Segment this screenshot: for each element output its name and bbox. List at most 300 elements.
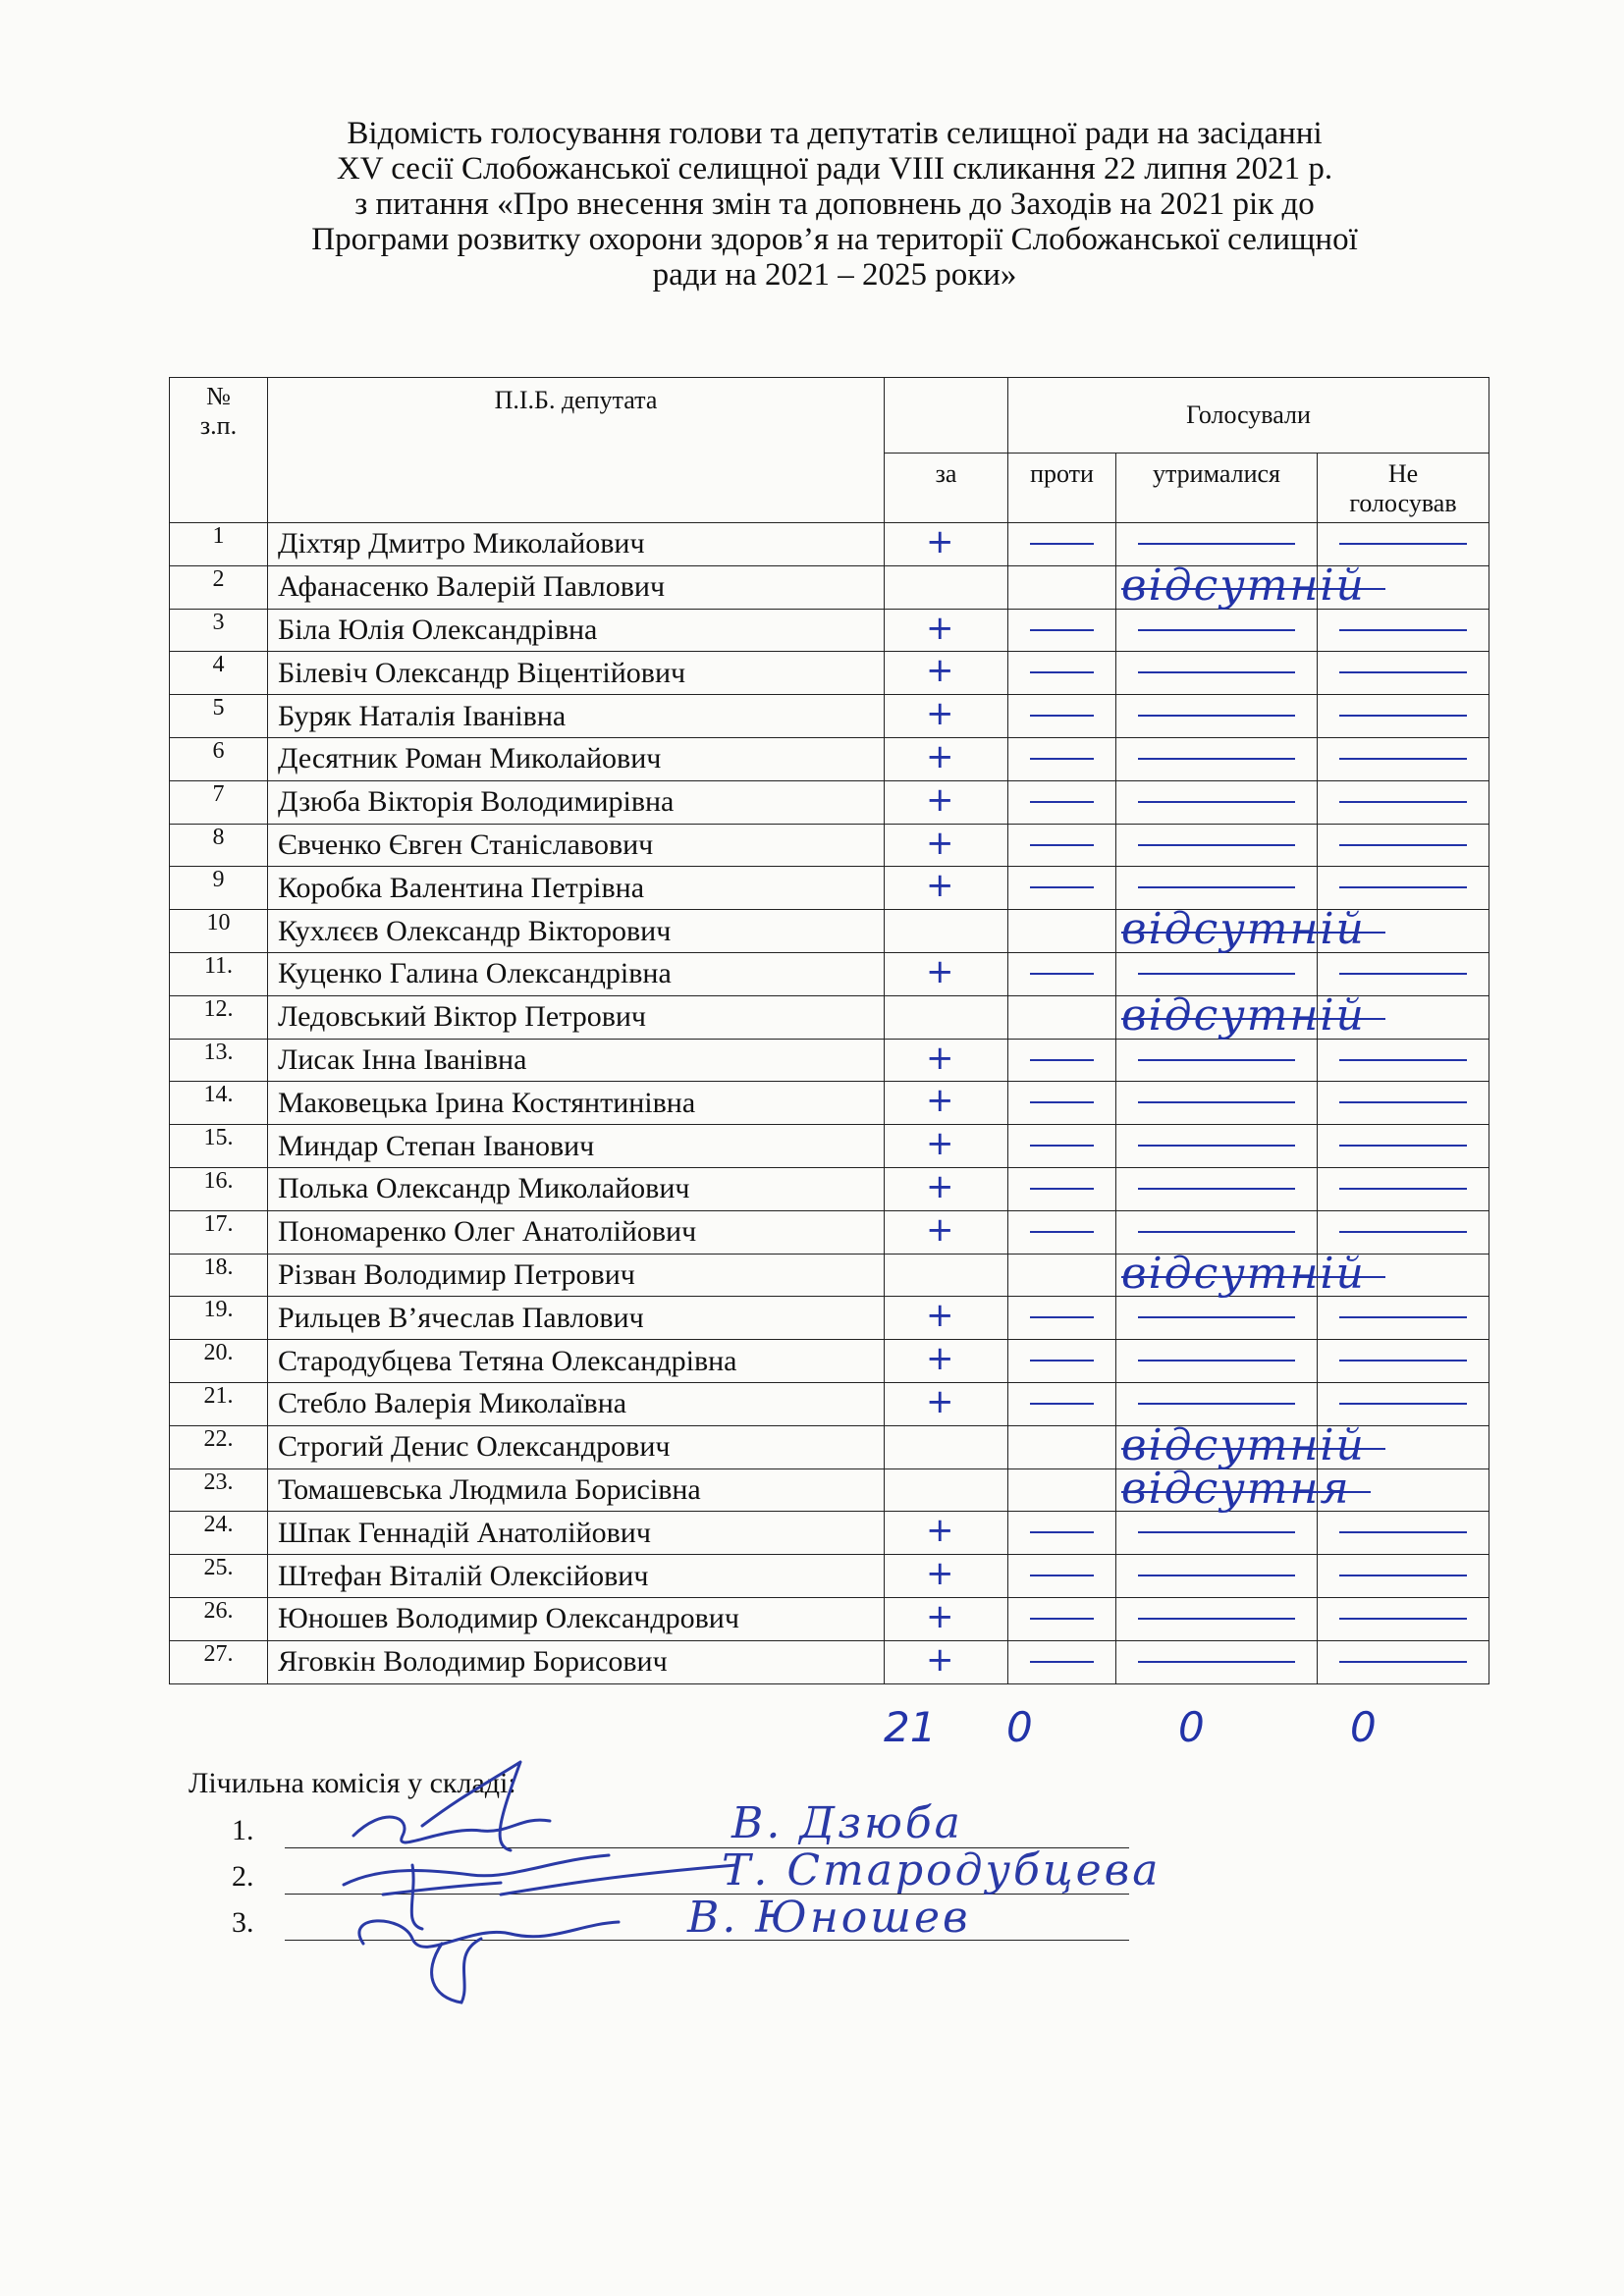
row-number: 13. (170, 1039, 268, 1082)
dash-mark (1339, 1231, 1467, 1233)
table-row (170, 1082, 1489, 1125)
plus-mark: + (926, 608, 954, 648)
plus-mark: + (926, 736, 954, 776)
table-row (170, 1039, 1489, 1082)
vote-against-cell (1008, 1167, 1116, 1210)
vote-not-voted-cell (1318, 609, 1489, 652)
vote-not-voted-cell (1318, 867, 1489, 910)
dash-mark (1138, 844, 1295, 846)
row-number: 22. (170, 1425, 268, 1468)
row-number: 12. (170, 995, 268, 1039)
dash-mark (1138, 671, 1295, 673)
total-against: 0 (1006, 1703, 1033, 1751)
plus-mark: + (926, 1038, 954, 1078)
dash-mark (1339, 629, 1467, 631)
dash-mark (1138, 801, 1295, 803)
deputy-name: Томашевська Людмила Борисівна (268, 1468, 885, 1512)
signature-name: В. Юношев (687, 1893, 971, 1943)
vote-against-cell (1008, 867, 1116, 910)
column-header-for: за (885, 454, 1008, 523)
vote-for-cell (885, 1254, 1008, 1297)
dash-mark (1138, 973, 1295, 975)
row-number: 25. (170, 1555, 268, 1598)
table-row (170, 867, 1489, 910)
table-row (170, 910, 1489, 953)
vote-for-cell (885, 824, 1008, 867)
plus-mark: + (926, 694, 954, 734)
plus-mark: + (926, 651, 954, 691)
deputy-name: Полька Олександр Миколайович (268, 1167, 885, 1210)
vote-not-voted-cell (1318, 1425, 1489, 1468)
total-abstain: 0 (1178, 1703, 1205, 1751)
vote-for-cell (885, 737, 1008, 780)
plus-mark: + (926, 823, 954, 863)
vote-abstain-cell (1116, 1125, 1318, 1168)
plus-mark: + (926, 1639, 954, 1680)
vote-against-cell (1008, 1640, 1116, 1683)
row-number: 26. (170, 1597, 268, 1640)
plus-mark: + (926, 866, 954, 906)
dash-mark (1138, 1531, 1295, 1533)
vote-for-cell (885, 1640, 1008, 1683)
dash-mark (1138, 1360, 1295, 1362)
dash-mark (1339, 1188, 1467, 1190)
deputy-name: Лисак Інна Іванівна (268, 1039, 885, 1082)
dash-mark (1030, 973, 1094, 975)
vote-abstain-cell (1116, 995, 1318, 1039)
deputy-name: Кухлєєв Олександр Вікторович (268, 910, 885, 953)
vote-against-cell (1008, 1297, 1116, 1340)
dash-mark (1138, 1101, 1295, 1103)
vote-for-cell (885, 1555, 1008, 1598)
deputy-name: Афанасенко Валерій Павлович (268, 565, 885, 609)
absent-note: відсутній (1121, 1419, 1366, 1470)
absent-note: відсутній (1121, 989, 1366, 1041)
deputy-name: Біла Юлія Олександрівна (268, 609, 885, 652)
plus-mark: + (926, 1124, 954, 1164)
table-row (170, 1125, 1489, 1168)
dash-mark (1030, 844, 1094, 846)
dash-mark (1339, 801, 1467, 803)
vote-abstain-cell (1116, 1340, 1318, 1383)
row-number: 1 (170, 523, 268, 566)
table-row (170, 1555, 1489, 1598)
commission-label: Лічильна комісія у складі: (189, 1767, 516, 1799)
dash-mark (1339, 715, 1467, 717)
vote-abstain-cell (1116, 1468, 1318, 1512)
dash-mark (1030, 1101, 1094, 1103)
absent-note: відсутній (1121, 560, 1366, 611)
vote-against-cell (1008, 523, 1116, 566)
dash-mark (1030, 629, 1094, 631)
table-body (170, 523, 1489, 1684)
vote-against-cell (1008, 1555, 1116, 1598)
vote-against-cell (1008, 1512, 1116, 1555)
vote-for-cell (885, 780, 1008, 824)
row-number: 19. (170, 1297, 268, 1340)
dash-mark (1030, 1188, 1094, 1190)
row-number: 17. (170, 1210, 268, 1254)
vote-not-voted-cell (1318, 1082, 1489, 1125)
vote-against-cell (1008, 560, 1366, 611)
dash-mark (1339, 886, 1467, 888)
row-number: 15. (170, 1125, 268, 1168)
dash-mark (1138, 886, 1295, 888)
vote-for-cell (885, 1597, 1008, 1640)
vote-for-cell (885, 695, 1008, 738)
dash-mark (1339, 1059, 1467, 1061)
vote-abstain-cell (1116, 1382, 1318, 1425)
row-number: 27. (170, 1640, 268, 1683)
vote-abstain-cell (1116, 1297, 1318, 1340)
vote-abstain-cell (1116, 523, 1318, 566)
vote-not-voted-cell (1318, 1210, 1489, 1254)
heading-line: ради на 2021 – 2025 роки» (652, 257, 1017, 293)
dash-mark (1339, 1360, 1467, 1362)
dash-mark (1339, 1575, 1467, 1576)
row-number: 10 (170, 910, 268, 953)
dash-mark (1339, 671, 1467, 673)
row-number: 9 (170, 867, 268, 910)
vote-abstain-cell (1116, 780, 1318, 824)
row-number: 5 (170, 695, 268, 738)
spacer-header (885, 378, 1008, 454)
vote-abstain-cell (1116, 695, 1318, 738)
vote-against-cell (1008, 1039, 1116, 1082)
dash-mark (1030, 715, 1094, 717)
table-row (170, 1425, 1489, 1468)
table-row (170, 652, 1489, 695)
vote-abstain-cell (1116, 1425, 1318, 1468)
dash-mark (1138, 1059, 1295, 1061)
deputy-name: Маковецька Ірина Костянтинівна (268, 1082, 885, 1125)
table-row (170, 995, 1489, 1039)
vote-for-cell (885, 952, 1008, 995)
row-number: 16. (170, 1167, 268, 1210)
voting-table (169, 377, 1489, 1684)
signature-name: Т. Стародубцева (722, 1845, 1162, 1896)
commission-member: 1. (232, 1814, 254, 1846)
column-header-number: № з.п. (170, 378, 268, 523)
deputy-name: Десятник Роман Миколайович (268, 737, 885, 780)
plus-mark: + (926, 1081, 954, 1121)
dash-mark (1030, 1316, 1094, 1318)
vote-not-voted-cell (1318, 824, 1489, 867)
vote-against-cell (1008, 737, 1116, 780)
vote-not-voted-cell (1318, 1167, 1489, 1210)
table-row (170, 1382, 1489, 1425)
vote-abstain-cell (1116, 565, 1318, 609)
vote-against-cell (1008, 1340, 1116, 1383)
deputy-name: Шпак Геннадій Анатолійович (268, 1512, 885, 1555)
vote-against-cell (1008, 824, 1116, 867)
table-row (170, 780, 1489, 824)
vote-not-voted-cell (1318, 737, 1489, 780)
vote-for-cell (885, 652, 1008, 695)
vote-for-cell (885, 1210, 1008, 1254)
dash-mark (1339, 758, 1467, 760)
column-header-name: П.І.Б. депутата (268, 378, 885, 523)
vote-abstain-cell (1116, 910, 1318, 953)
dash-mark (1339, 1403, 1467, 1405)
row-number: 14. (170, 1082, 268, 1125)
total-for: 21 (884, 1703, 937, 1751)
vote-against-cell (1008, 1597, 1116, 1640)
vote-not-voted-cell (1318, 1512, 1489, 1555)
dash-mark (1138, 1231, 1295, 1233)
dash-mark (1030, 758, 1094, 760)
vote-abstain-cell (1116, 1082, 1318, 1125)
commission-member: 3. (232, 1906, 254, 1939)
dash-mark (1138, 543, 1295, 545)
row-number: 11. (170, 952, 268, 995)
dash-mark (1030, 1145, 1094, 1147)
vote-against-cell (1008, 1125, 1116, 1168)
table-row (170, 1468, 1489, 1512)
vote-for-cell (885, 1082, 1008, 1125)
table-row (170, 1512, 1489, 1555)
plus-mark: + (926, 1339, 954, 1379)
vote-not-voted-cell (1318, 1555, 1489, 1598)
row-number: 2 (170, 565, 268, 609)
vote-not-voted-cell (1318, 910, 1489, 953)
row-number: 24. (170, 1512, 268, 1555)
vote-not-voted-cell (1318, 1340, 1489, 1383)
dash-mark (1030, 801, 1094, 803)
dash-mark (1339, 1101, 1467, 1103)
table-row (170, 1167, 1489, 1210)
vote-not-voted-cell (1318, 995, 1489, 1039)
heading-line: Програми розвитку охорони здоров’я на території Слобожанської селищної (311, 222, 1358, 257)
row-number: 7 (170, 780, 268, 824)
vote-abstain-cell (1116, 652, 1318, 695)
vote-for-cell (885, 867, 1008, 910)
row-number: 6 (170, 737, 268, 780)
plus-mark: + (926, 1554, 954, 1594)
dash-mark (1138, 1618, 1295, 1620)
vote-against-cell (1008, 1463, 1351, 1514)
plus-mark: + (926, 1296, 954, 1336)
deputy-name: Штефан Віталій Олексійович (268, 1555, 885, 1598)
vote-for-cell (885, 1468, 1008, 1512)
deputy-name: Ледовський Віктор Петрович (268, 995, 885, 1039)
table-row (170, 565, 1489, 609)
vote-not-voted-cell (1318, 1597, 1489, 1640)
table-row (170, 523, 1489, 566)
row-number: 3 (170, 609, 268, 652)
vote-against-cell (1008, 1082, 1116, 1125)
row-number: 18. (170, 1254, 268, 1297)
absent-note: відсутня (1121, 1463, 1351, 1514)
vote-not-voted-cell (1318, 952, 1489, 995)
vote-not-voted-cell (1318, 565, 1489, 609)
vote-not-voted-cell (1318, 1382, 1489, 1425)
vote-against-cell (1008, 695, 1116, 738)
plus-mark: + (926, 779, 954, 820)
heading-line: з питання «Про внесення змін та доповнень до Заходів на 2021 рік до (354, 187, 1315, 222)
plus-mark: + (926, 1209, 954, 1250)
deputy-name: Стародубцева Тетяна Олександрівна (268, 1340, 885, 1383)
row-number: 20. (170, 1340, 268, 1383)
vote-for-cell (885, 1512, 1008, 1555)
vote-abstain-cell (1116, 1210, 1318, 1254)
total-not-voted: 0 (1350, 1703, 1377, 1751)
deputy-name: Буряк Наталія Іванівна (268, 695, 885, 738)
dash-mark (1030, 1575, 1094, 1576)
plus-mark: + (926, 951, 954, 991)
dash-mark (1030, 1360, 1094, 1362)
vote-abstain-cell (1116, 1640, 1318, 1683)
vote-abstain-cell (1116, 609, 1318, 652)
vote-for-cell (885, 910, 1008, 953)
vote-against-cell (1008, 904, 1366, 955)
vote-against-cell (1008, 1419, 1366, 1470)
dash-mark (1030, 1059, 1094, 1061)
deputy-name: Строгий Денис Олександрович (268, 1425, 885, 1468)
deputy-name: Рильцев В’ячеслав Павлович (268, 1297, 885, 1340)
dash-mark (1030, 1618, 1094, 1620)
table-row (170, 1254, 1489, 1297)
vote-against-cell (1008, 652, 1116, 695)
vote-abstain-cell (1116, 824, 1318, 867)
table-row (170, 1340, 1489, 1383)
deputy-name: Юношев Володимир Олександрович (268, 1597, 885, 1640)
signature-name: В. Дзюба (731, 1798, 963, 1848)
dash-mark (1138, 1316, 1295, 1318)
heading-line: Відомість голосування голови та депутатів селищної ради на засіданні (347, 116, 1323, 151)
vote-not-voted-cell (1318, 652, 1489, 695)
vote-against-cell (1008, 989, 1366, 1041)
vote-against-cell (1008, 780, 1116, 824)
dash-mark (1138, 715, 1295, 717)
vote-for-cell (885, 609, 1008, 652)
vote-for-cell (885, 1125, 1008, 1168)
vote-abstain-cell (1116, 1039, 1318, 1082)
vote-abstain-cell (1116, 1597, 1318, 1640)
dash-mark (1339, 1531, 1467, 1533)
vote-for-cell (885, 995, 1008, 1039)
vote-against-cell (1008, 1382, 1116, 1425)
vote-for-cell (885, 1039, 1008, 1082)
vote-abstain-cell (1116, 1254, 1318, 1297)
dash-mark (1339, 1618, 1467, 1620)
deputy-name: Яговкін Володимир Борисович (268, 1640, 885, 1683)
dash-mark (1138, 1188, 1295, 1190)
table-row (170, 952, 1489, 995)
plus-mark: + (926, 522, 954, 561)
plus-mark: + (926, 1166, 954, 1206)
dash-mark (1138, 1575, 1295, 1576)
dash-mark (1339, 973, 1467, 975)
vote-for-cell (885, 1382, 1008, 1425)
column-header-voted: Голосували (1008, 378, 1489, 454)
vote-not-voted-cell (1318, 1468, 1489, 1512)
table-row (170, 824, 1489, 867)
vote-abstain-cell (1116, 1167, 1318, 1210)
vote-abstain-cell (1116, 952, 1318, 995)
dash-mark (1030, 671, 1094, 673)
table-row (170, 609, 1489, 652)
row-number: 4 (170, 652, 268, 695)
vote-not-voted-cell (1318, 1297, 1489, 1340)
dash-mark (1030, 1531, 1094, 1533)
commission-member: 2. (232, 1860, 254, 1893)
table-row (170, 1210, 1489, 1254)
vote-not-voted-cell (1318, 780, 1489, 824)
vote-against-cell (1008, 609, 1116, 652)
vote-abstain-cell (1116, 1512, 1318, 1555)
vote-for-cell (885, 1425, 1008, 1468)
dash-mark (1030, 1231, 1094, 1233)
row-number: 8 (170, 824, 268, 867)
vote-for-cell (885, 565, 1008, 609)
plus-mark: + (926, 1511, 954, 1551)
deputy-name: Стебло Валерія Миколаївна (268, 1382, 885, 1425)
deputy-name: Білевіч Олександр Віцентійович (268, 652, 885, 695)
vote-not-voted-cell (1318, 695, 1489, 738)
column-header-not-voted: Не голосував (1318, 454, 1489, 523)
table-row (170, 1640, 1489, 1683)
deputy-name: Коробка Валентина Петрівна (268, 867, 885, 910)
deputy-name: Куценко Галина Олександрівна (268, 952, 885, 995)
deputy-name: Діхтяр Дмитро Миколайович (268, 523, 885, 566)
vote-against-cell (1008, 952, 1116, 995)
table-row (170, 695, 1489, 738)
dash-mark (1138, 758, 1295, 760)
vote-not-voted-cell (1318, 1125, 1489, 1168)
row-number: 23. (170, 1468, 268, 1512)
vote-abstain-cell (1116, 737, 1318, 780)
vote-for-cell (885, 1167, 1008, 1210)
vote-abstain-cell (1116, 1555, 1318, 1598)
dash-mark (1030, 1403, 1094, 1405)
table-row (170, 1597, 1489, 1640)
deputy-name: Різван Володимир Петрович (268, 1254, 885, 1297)
vote-for-cell (885, 1297, 1008, 1340)
vote-against-cell (1008, 1248, 1366, 1299)
deputy-name: Дзюба Вікторія Володимирівна (268, 780, 885, 824)
absent-note: відсутній (1121, 1248, 1366, 1299)
dash-mark (1030, 543, 1094, 545)
dash-mark (1339, 1145, 1467, 1147)
vote-for-cell (885, 1340, 1008, 1383)
heading-line: XV сесії Слобожанської селищної ради VIII скликання 22 липня 2021 р. (336, 151, 1333, 187)
vote-abstain-cell (1116, 867, 1318, 910)
vote-against-cell (1008, 1210, 1116, 1254)
column-header-against: проти (1008, 454, 1116, 523)
deputy-name: Євченко Євген Станіславович (268, 824, 885, 867)
document-heading (177, 116, 1492, 293)
vote-not-voted-cell (1318, 523, 1489, 566)
absent-note: відсутній (1121, 904, 1366, 955)
vote-not-voted-cell (1318, 1039, 1489, 1082)
vote-for-cell (885, 523, 1008, 566)
deputy-name: Миндар Степан Іванович (268, 1125, 885, 1168)
dash-mark (1339, 1316, 1467, 1318)
deputy-name: Пономаренко Олег Анатолійович (268, 1210, 885, 1254)
plus-mark: + (926, 1381, 954, 1421)
vote-not-voted-cell (1318, 1640, 1489, 1683)
table-row (170, 737, 1489, 780)
dash-mark (1339, 844, 1467, 846)
dash-mark (1339, 1661, 1467, 1663)
plus-mark: + (926, 1596, 954, 1636)
row-number: 21. (170, 1382, 268, 1425)
vote-not-voted-cell (1318, 1254, 1489, 1297)
column-header-abstain: утрималися (1116, 454, 1318, 523)
dash-mark (1138, 1661, 1295, 1663)
dash-mark (1138, 1403, 1295, 1405)
